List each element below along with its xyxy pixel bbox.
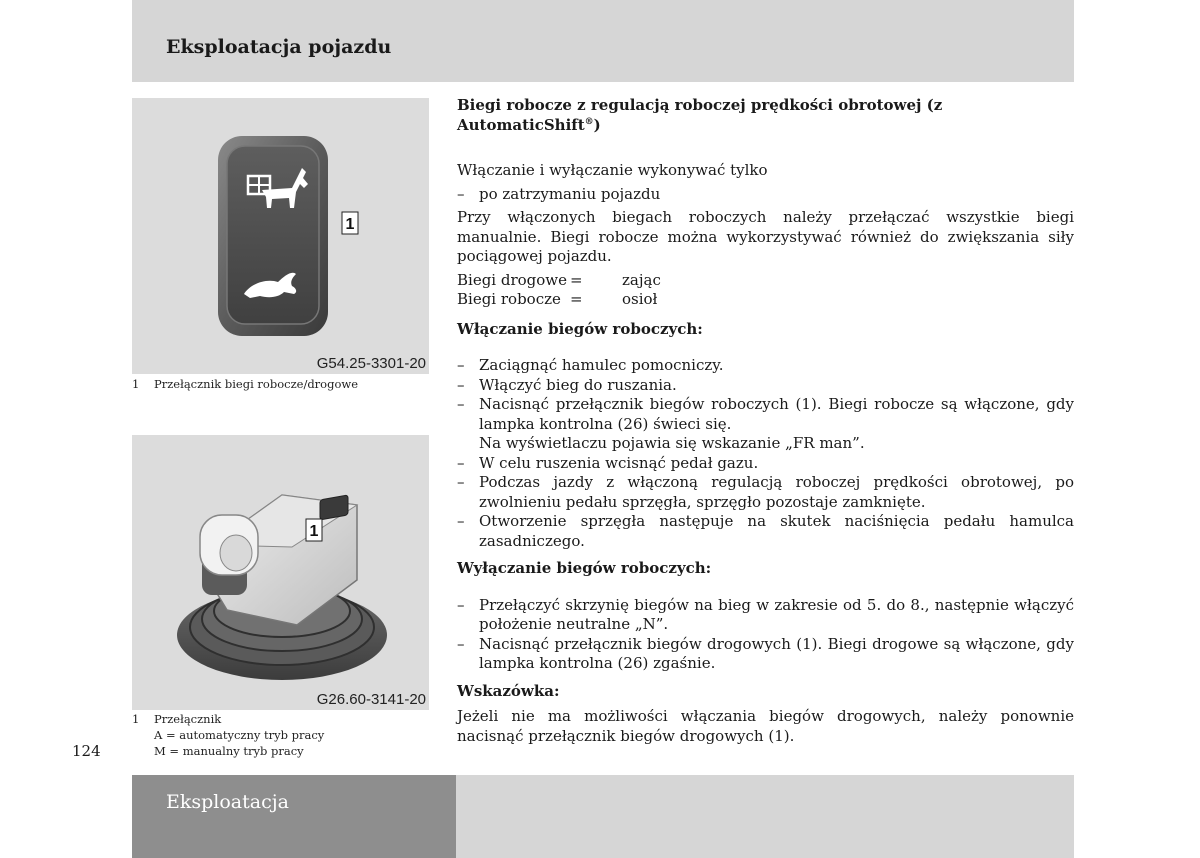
note-heading: Wskazówka: <box>457 681 560 700</box>
rocker-switch-illustration <box>132 98 429 374</box>
page-number: 124 <box>72 742 101 760</box>
gear-lever-illustration <box>132 435 429 710</box>
callout-1: 1 <box>345 216 355 233</box>
caption-line: A = automatyczny tryb pracy <box>154 728 325 742</box>
caption-line: M = manualny tryb pracy <box>154 744 304 758</box>
key-value-list <box>457 271 1074 310</box>
key-value-row: Biegi robocze = osioł <box>457 290 658 308</box>
subheading: Wyłączanie biegów roboczych: <box>457 559 712 577</box>
footer-section-tab <box>132 775 456 858</box>
list-item: – Nacisnąć przełącznik biegów roboczych (1). Biegi robocze są włączone, gdy lampka kontrolna (26) świeci się. Na wyświetlaczu pojawia się wskazanie „FR man”. <box>457 395 1074 452</box>
figure-gear-lever <box>132 435 429 710</box>
caption-text: Przełącznik biegi robocze/drogowe <box>154 377 359 391</box>
list-item: – Włączyć bieg do ruszania. <box>457 375 677 394</box>
callout-1: 1 <box>309 523 319 540</box>
list-item: – W celu ruszenia wcisnąć pedał gazu. <box>457 453 759 472</box>
caption-number: 1 <box>132 377 140 391</box>
list-item: – Podczas jazdy z włączoną regulacją roboczej prędkości obrotowej, po zwolnieniu pedału sprzęgła, sprzęgło pozostaje zamknięte. <box>457 473 1074 511</box>
list-item: – Zaciągnąć hamulec pomocniczy. <box>457 356 724 374</box>
figure-code: G54.25-3301-20 <box>316 355 426 372</box>
paragraph: Włączanie i wyłączanie wykonywać tylko <box>457 161 768 179</box>
caption-number: 1 <box>132 712 140 726</box>
step-list <box>457 356 1074 551</box>
footer-title: Eksploatacja <box>166 791 289 813</box>
paragraph: Przy włączonych biegach roboczych należy przełączać wszystkie biegi manualnie. Biegi robocze można wykorzystywać również do zwiększania siły pociągowej pojazdu. <box>457 208 1074 265</box>
list-item: – po zatrzymaniu pojazdu <box>457 184 661 203</box>
list-item: – Przełączyć skrzynię biegów na bieg w zakresie od 5. do 8., następnie włączyć położenie neutralne „N”. <box>457 595 1074 633</box>
caption-line: Przełącznik <box>154 712 222 726</box>
header-title: Eksploatacja pojazdu <box>166 36 392 58</box>
list-item: – Nacisnąć przełącznik biegów drogowych (1). Biegi drogowe są włączone, gdy lampka kontrolna (26) zgaśnie. <box>457 634 1074 672</box>
note-text: Jeżeli nie ma możliwości włączania biegów drogowych, należy ponownie nacisnąć przełącznik biegów drogowych (1). <box>457 707 1074 745</box>
main-content <box>457 96 1074 746</box>
mode-switch <box>320 495 348 520</box>
subheading: Włączanie biegów roboczych: <box>457 319 703 338</box>
section-heading: Biegi robocze z regulacją roboczej prędkości obrotowej (z AutomaticShift®) <box>457 96 943 134</box>
footer-bar <box>456 775 1074 858</box>
step-list <box>457 596 1074 674</box>
figure-rocker-switch <box>132 98 429 374</box>
figure-code: G26.60-3141-20 <box>316 691 426 708</box>
key-value-row: Biegi drogowe = zając <box>457 270 661 289</box>
figure-caption <box>132 711 432 761</box>
page-header <box>132 0 1074 82</box>
list-item: – Otworzenie sprzęgła następuje na skutek naciśnięcia pedału hamulca zasadniczego. <box>457 512 1074 550</box>
figure-caption <box>132 376 432 394</box>
